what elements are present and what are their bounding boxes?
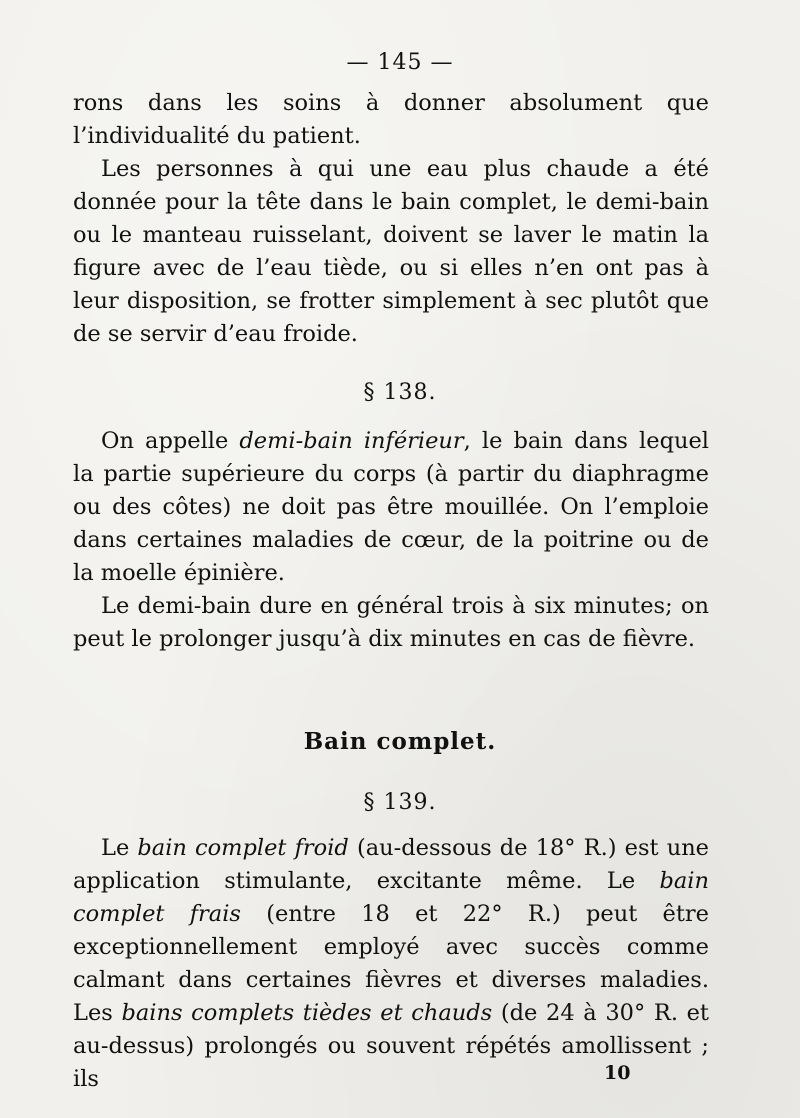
section-139-heading: § 139.: [363, 790, 437, 815]
printer-signature: 10: [604, 1062, 631, 1084]
emphasis-term: bain complet froid: [137, 835, 349, 861]
text-run: On appelle: [101, 428, 240, 454]
emphasis-term: bains complets tièdes et chauds: [121, 1000, 493, 1026]
text-run: (au-dessous de 18° R.) est une application stimulante, excitante même. Le: [73, 835, 709, 894]
paragraph-cold-water-advice: Les personnes à qui une eau plus chaude a été donnée pour la tête dans le bain complet, le demi-bain ou le manteau ruisselant, doivent se laver le matin la figure avec de l’eau tiède, ou si elles n’en ont pas à leur disposition, se frotter simplement à sec plutôt que de se servir d’eau froide.: [73, 156, 709, 347]
paragraph-demi-bain-inferieur: [73, 425, 709, 590]
section-138-heading: § 138.: [363, 380, 437, 405]
text-run: (entre 18 et 22° R.) peut être exceptionnellement employé avec succès comme calmant dans certaines fièvres et diverses maladies. Les: [73, 901, 709, 1026]
text-run: , le bain dans lequel la partie supérieure du corps (à partir du diaphragme ou des côtes) ne doit pas être mouillée. On l’emploie dans certaines maladies de cœur, de la poitrine ou de la moelle épinière.: [73, 428, 709, 586]
page-number: — 145 —: [346, 50, 454, 75]
paragraph-continuation: rons dans les soins à donner absolument que l’individualité du patient.: [73, 90, 709, 149]
paragraph-demi-bain-duration: Le demi-bain dure en général trois à six minutes; on peut le prolonger jusqu’à dix minutes en cas de fièvre.: [73, 593, 709, 652]
text-run: Le: [101, 835, 138, 861]
text-run: (de 24 à 30° R. et au-dessus) prolongés ou souvent répétés amollissent ; ils: [73, 1000, 709, 1092]
paragraph-bain-complet: [73, 832, 709, 1096]
emphasis-term: bain complet frais: [73, 868, 709, 927]
chapter-heading: Bain complet.: [303, 728, 497, 755]
emphasis-term: demi-bain inférieur: [239, 428, 464, 454]
